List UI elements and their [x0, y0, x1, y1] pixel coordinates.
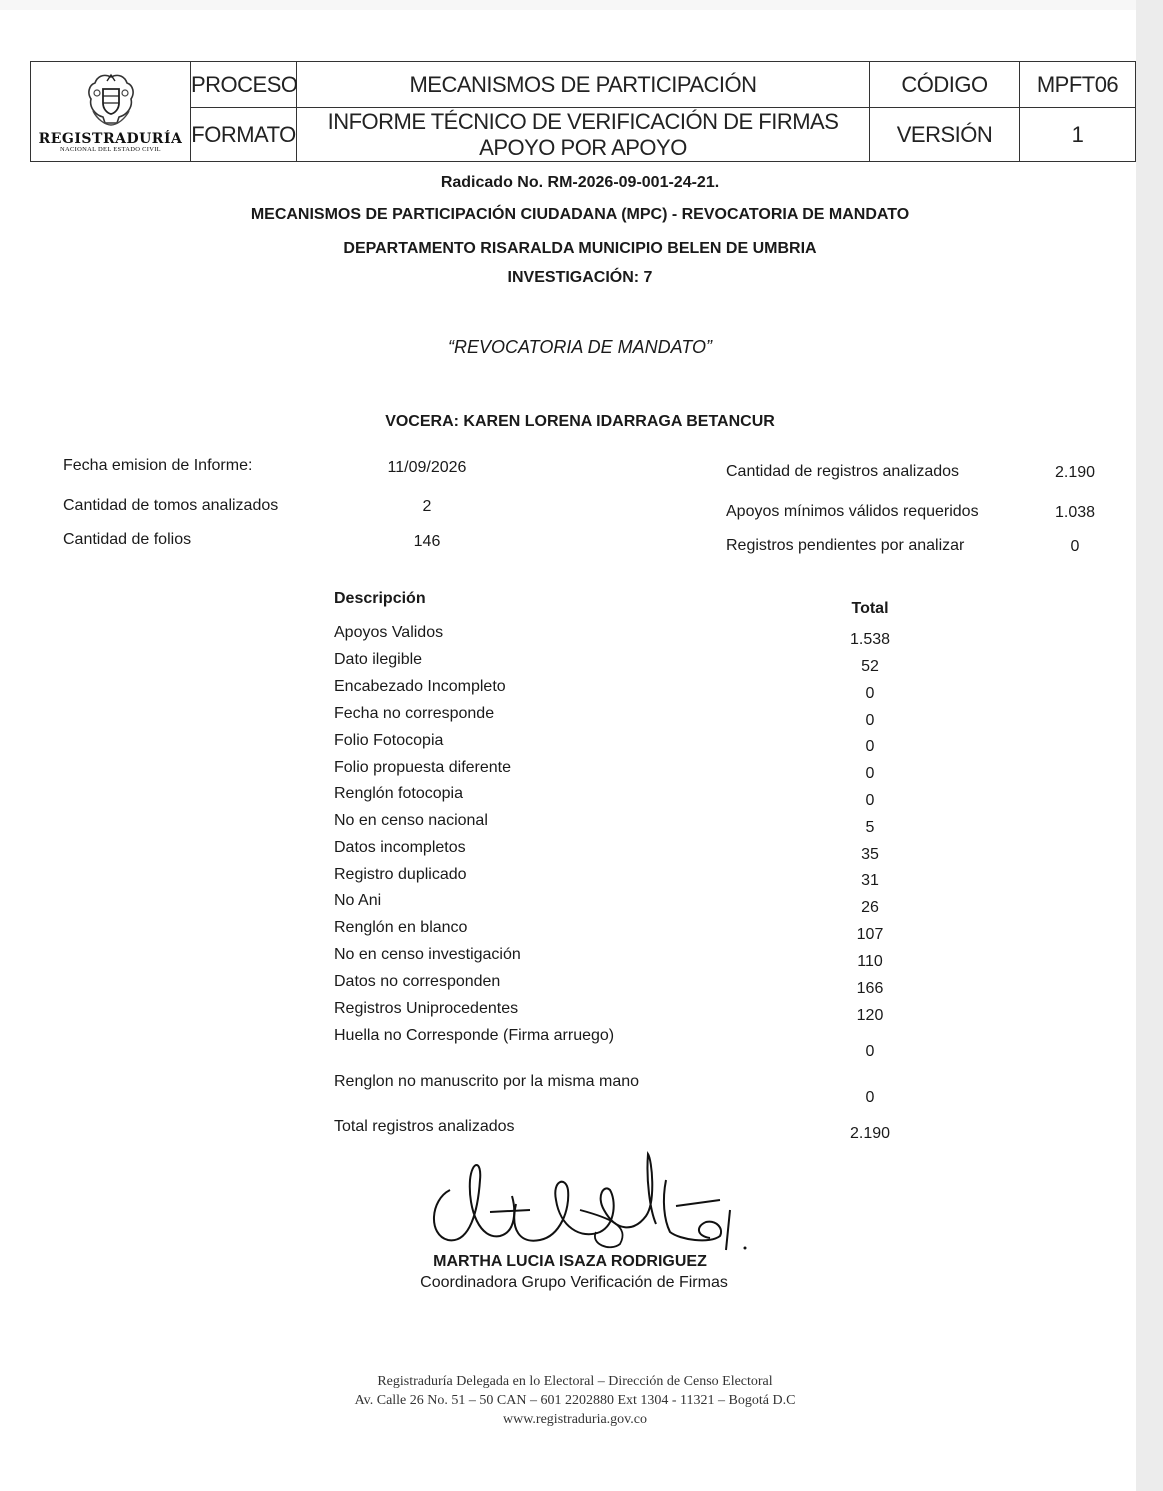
table-row-total: 0: [865, 1043, 875, 1060]
table-row-total: 0: [865, 738, 875, 755]
logo-subtitle: NACIONAL DEL ESTADO CIVIL: [60, 145, 161, 153]
table-row-description: Renglón en blanco: [334, 919, 468, 936]
handwritten-signature: [420, 1140, 760, 1260]
tomos-label: Cantidad de tomos analizados: [63, 497, 279, 514]
signer-name: MARTHA LUCIA ISAZA RODRIGUEZ: [433, 1253, 707, 1270]
investigation-number: INVESTIGACIÓN: 7: [507, 269, 653, 286]
table-row-description: Renglón fotocopia: [334, 785, 463, 802]
vocera-name: VOCERA: KAREN LORENA IDARRAGA BETANCUR: [385, 413, 775, 430]
codigo-label: CÓDIGO: [870, 62, 1020, 108]
table-row-total: 166: [856, 980, 884, 997]
folios-value: 146: [413, 533, 441, 550]
table-row-total: 31: [861, 872, 879, 889]
table-row-description: No en censo nacional: [334, 812, 488, 829]
apoyos-minimos-value: 1.038: [1054, 504, 1096, 521]
tomos-value: 2: [422, 498, 432, 515]
table-row-description: Apoyos Validos: [334, 624, 444, 641]
table-row-total: 0: [865, 1089, 875, 1106]
radicado-number: Radicado No. RM-2026-09-001-24-21.: [440, 174, 720, 191]
column-header-descripcion: Descripción: [334, 590, 426, 607]
fecha-value: 11/09/2026: [387, 459, 467, 476]
table-row-total: 0: [865, 712, 875, 729]
apoyos-minimos-label: Apoyos mínimos válidos requeridos: [726, 503, 979, 520]
table-row-description: No Ani: [334, 892, 382, 909]
table-row-description: Folio propuesta diferente: [334, 759, 511, 776]
pendientes-value: 0: [1070, 538, 1080, 555]
location-title: DEPARTAMENTO RISARALDA MUNICIPIO BELEN DE UMBRIA: [343, 240, 817, 257]
footer-line-2: Av. Calle 26 No. 51 – 50 CAN – 601 2202880 Ext 1304 - 11321 – Bogotá D.C: [354, 1393, 796, 1408]
table-row-description: Folio Fotocopia: [334, 732, 444, 749]
registros-analizados-label: Cantidad de registros analizados: [726, 463, 960, 480]
formato-label: FORMATO: [191, 108, 297, 162]
registros-analizados-value: 2.190: [1054, 464, 1096, 481]
fecha-label: Fecha emision de Informe:: [63, 457, 253, 474]
document-header-table: [30, 61, 1136, 162]
table-row-description: Datos incompletos: [334, 839, 466, 856]
table-row-total: 0: [865, 765, 875, 782]
table-row-total: 52: [861, 658, 879, 675]
table-row-total: 1.538: [849, 631, 891, 648]
coat-of-arms-icon: [81, 71, 141, 129]
table-row-total: 0: [865, 792, 875, 809]
total-value: 2.190: [849, 1125, 891, 1142]
logo-name: REGISTRADURÍA: [38, 130, 183, 147]
footer-line-1: Registraduría Delegada en lo Electoral – Dirección de Censo Electoral: [377, 1374, 773, 1389]
version-value: 1: [1020, 108, 1136, 162]
table-row-description: Renglon no manuscrito por la misma mano: [334, 1073, 640, 1090]
table-row-description: Encabezado Incompleto: [334, 678, 506, 695]
table-row-total: 26: [861, 899, 879, 916]
footer-website: www.registraduria.gov.co: [503, 1412, 647, 1427]
table-row-description: Huella no Corresponde (Firma arruego): [334, 1027, 615, 1044]
table-row-description: Fecha no corresponde: [334, 705, 495, 722]
total-label: Total registros analizados: [334, 1118, 515, 1135]
table-row-total: 110: [857, 953, 883, 970]
codigo-value: MPFT06: [1020, 62, 1136, 108]
table-row-description: Dato ilegible: [334, 651, 423, 668]
motto: “REVOCATORIA DE MANDATO”: [447, 337, 713, 357]
table-row-description: Registro duplicado: [334, 866, 467, 883]
signer-role: Coordinadora Grupo Verificación de Firmas: [420, 1274, 728, 1291]
column-header-total: Total: [851, 600, 889, 617]
proceso-label: PROCESO: [191, 62, 297, 108]
table-row-description: Datos no corresponden: [334, 973, 501, 990]
folios-label: Cantidad de folios: [63, 531, 192, 548]
logo-cell: [31, 62, 191, 162]
table-row-total: 5: [865, 819, 875, 836]
table-row-total: 0: [865, 685, 875, 702]
table-row-description: Registros Uniprocedentes: [334, 1000, 519, 1017]
page-top-margin: [0, 0, 1163, 10]
table-row-total: 35: [861, 846, 879, 863]
formato-value: INFORME TÉCNICO DE VERIFICACIÓN DE FIRMAS APOYO POR APOYO: [297, 108, 870, 162]
table-row-total: 120: [856, 1007, 884, 1024]
pendientes-label: Registros pendientes por analizar: [726, 537, 965, 554]
version-label: VERSIÓN: [870, 108, 1020, 162]
mpc-title: MECANISMOS DE PARTICIPACIÓN CIUDADANA (MPC) - REVOCATORIA DE MANDATO: [250, 206, 910, 223]
proceso-value: MECANISMOS DE PARTICIPACIÓN: [297, 62, 870, 108]
table-row-total: 107: [856, 926, 884, 943]
table-row-description: No en censo investigación: [334, 946, 521, 963]
